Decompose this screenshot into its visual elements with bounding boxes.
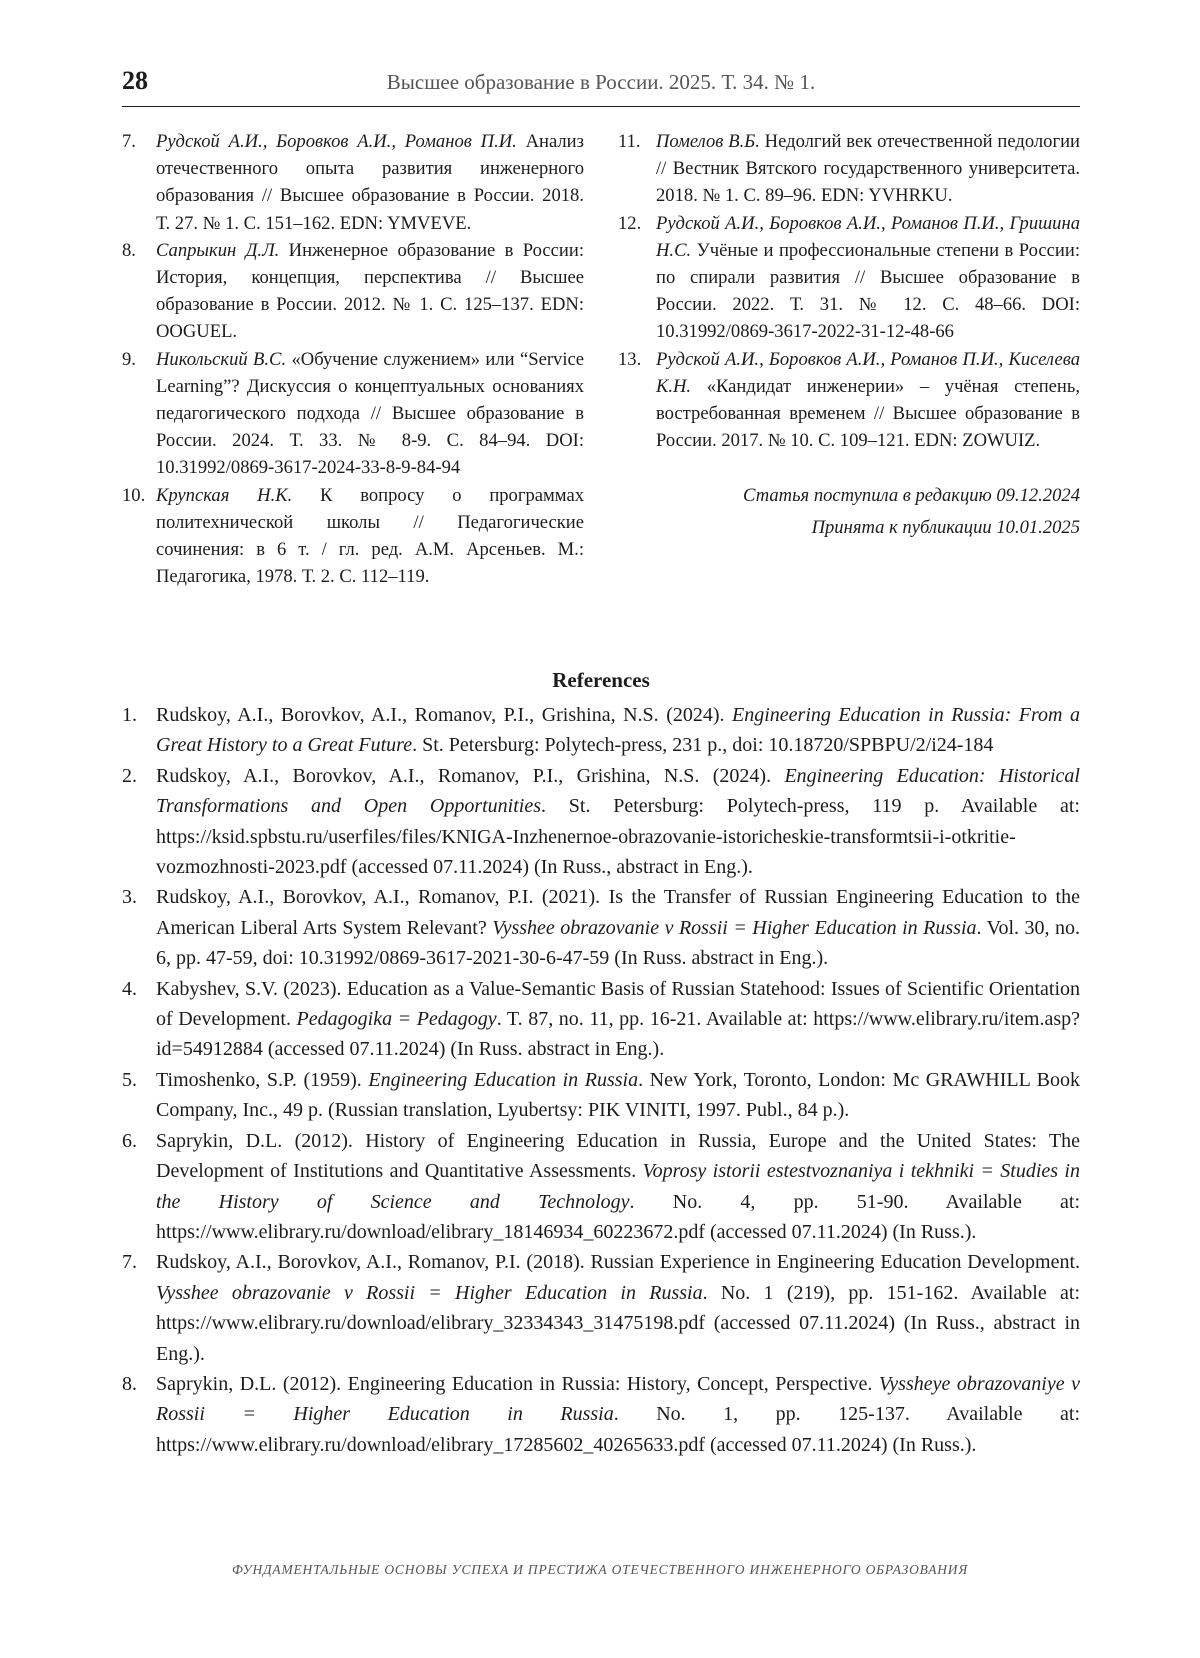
reference-number: 4. [122, 977, 137, 1000]
reference-text: Timoshenko, S.P. (1959). [156, 1068, 369, 1091]
reference-item [122, 482, 584, 591]
reference-italic-text: Vysshee obrazovanie v Rossii = Higher Education in Russia [492, 916, 977, 939]
reference-italic-text: Vyssheye obrazovaniye v Rossii = Higher Education in Russia [156, 1372, 1080, 1426]
reference-item [618, 128, 1080, 210]
reference-number: 7. [122, 1251, 137, 1274]
reference-number: 3. [122, 886, 137, 909]
reference-item [122, 128, 584, 237]
reference-italic-text: Сапрыкин Д.Л. [156, 239, 280, 261]
reference-item [618, 210, 1080, 346]
reference-number: 9. [122, 348, 136, 370]
reference-text: Saprykin, D.L. (2012). Engineering Education in Russia: History, Concept, Perspective. [156, 1372, 879, 1395]
references-heading: References [552, 668, 650, 692]
reference-text: . New York, Toronto, London: Mc GRAWHILL Book Company, Inc., 49 p. (Russian translation, Lyubertsy: PIK VINITI, 1997. Publ., 84 p.). [156, 1068, 1080, 1122]
reference-italic-text: Никольский В.С. [156, 348, 287, 370]
reference-text: Rudskoy, A.I., Borovkov, A.I., Romanov, P.I., Grishina, N.S. (2024). [156, 704, 733, 726]
reference-item [122, 700, 1080, 761]
reference-number: 11. [618, 131, 641, 152]
reference-number: 6. [122, 1129, 137, 1152]
reference-text: Saprykin, D.L. (2012). History of Engineering Education in Russia, Europe and the United States: The Development of Institutions and Quantitative Assessments. [156, 1129, 1080, 1183]
reference-text: Инженерное образование в России: История, концепция, перспектива // Высшее образование в России. 2012. № 1. С. 125–137. EDN: OOGUEL. [156, 239, 584, 343]
reference-number: 12. [618, 212, 642, 234]
reference-number: 10. [122, 484, 146, 506]
reference-number: 8. [122, 239, 136, 261]
english-references [122, 700, 1080, 1460]
reference-italic-text: Voprosy istorii estestvoznaniya i tekhniki = Studies in the History of Science and Technology [156, 1160, 1080, 1213]
reference-text: . No. 4, pp. 51-90. Available at: https://www.elibrary.ru/download/elibrary_18146934_60223672.pdf (accessed 07.11.2024) (In Russ.). [156, 1190, 1081, 1243]
reference-text: Kabyshev, S.V. (2023). Education as a Value-Semantic Basis of Russian Statehood: Issues of Scientific Orientation of Development. [156, 977, 1080, 1031]
reference-italic-text: Рудской А.И., Боровков А.И., Романов П.И. [156, 131, 517, 152]
right-column [618, 128, 1080, 544]
reference-item [122, 346, 584, 482]
reference-text: Rudskoy, A.I., Borovkov, A.I., Romanov, P.I. (2018). Russian Experience in Engineering Education Development. [156, 1251, 1080, 1274]
reference-text: . St. Petersburg: Polytech-press, 231 p., doi: 10.18720/SPBPU/2/i24-184 [412, 734, 994, 757]
reference-italic-text: Vysshee obrazovanie v Rossii = Higher Education in Russia [156, 1281, 703, 1304]
reference-text: Недолгий век отечественной педологии // Вестник Вятского государственного университета. 2018. № 1. С. 89–96. EDN: YVHRKU. [656, 131, 1080, 207]
reference-text: . Vol. 30, no. 6, pp. 47-59, doi: 10.31992/0869-3617-2021-30-6-47-59 (In Russ. abstract in Eng.). [156, 916, 1080, 970]
reference-text: «Обучение служением» или “Service Learning”? Дискуссия о концептуальных основаниях педагогического подхода // Высшее образование в России. 2024. Т. 33. № 8-9. С. 84–94. DOI: 10.31992/0869-3617-2024-33-8-9-84-94 [156, 348, 585, 479]
reference-item [122, 1369, 1080, 1460]
reference-italic-text: Pedagogika = Pedagogy [296, 1008, 497, 1031]
reference-italic-text: Помелов В.Б. [656, 131, 760, 152]
reference-italic-text: Engineering Education in Russia [368, 1068, 639, 1091]
reference-number: 8. [122, 1372, 137, 1395]
reference-text: Rudskoy, A.I., Borovkov, A.I., Romanov, P.I. (2021). Is the Transfer of Russian Engineering Education to the American Liberal Arts System Relevant? [156, 886, 1080, 939]
reference-number: 2. [122, 764, 137, 787]
received-date: Статья поступила в редакцию 09.12.2024 [743, 485, 1080, 507]
reference-text: Анализ отечественного опыта развития инженерного образования // Высшее образование в России. 2018. Т. 27. № 1. С. 151–162. EDN: YMVEVE. [156, 131, 584, 234]
reference-text: . No. 1, pp. 125-137. Available at: https://www.elibrary.ru/download/elibrary_17285602_40265633.pdf (accessed 07.11.2024) (In Russ.). [156, 1403, 1081, 1456]
reference-text: «Кандидат инженерии» – учёная степень, востребованная временем // Высшее образование в России. 2017. № 10. С. 109–121. EDN: ZOWUIZ. [656, 375, 1080, 452]
english-references-list [122, 700, 1080, 1460]
left-column [122, 128, 584, 590]
reference-item [122, 1247, 1080, 1369]
reference-italic-text: Engineering Education: Historical Transformations and Open Opportunities [156, 764, 1080, 818]
reference-text: Rudskoy, A.I., Borovkov, A.I., Romanov, P.I., Grishina, N.S. (2024). [156, 764, 785, 787]
reference-italic-text: Крупская Н.К. [156, 484, 293, 506]
reference-text: . St. Petersburg: Polytech-press, 119 p. Available at: https://ksid.spbstu.ru/userfiles/files/KNIGA-Inzhenernoe-obrazovanie-istoricheskie-transformtsii-i-otkritie-vozmozhnosti-2023.pdf (accessed 07.11.2024) (In Russ., abstract in Eng.). [156, 795, 1080, 879]
reference-italic-text: Рудской А.И., Боровков А.И., Романов П.И., Гришина Н.С. [656, 212, 1080, 261]
reference-number: 1. [122, 704, 137, 726]
reference-italic-text: Engineering Education in Russia: From a Great History to a Great Future [156, 704, 1080, 757]
accepted-date: Принята к публикации 10.01.2025 [811, 517, 1080, 539]
reference-italic-text: Рудской А.И., Боровков А.И., Романов П.И., Киселева К.Н. [656, 348, 1080, 397]
russian-references-left [122, 128, 584, 590]
russian-references-right [618, 128, 1080, 454]
reference-number: 7. [122, 131, 136, 152]
running-footer: ФУНДАМЕНТАЛЬНЫЕ ОСНОВЫ УСПЕХА И ПРЕСТИЖА ОТЕЧЕСТВЕННОГО ИНЖЕНЕРНОГО ОБРАЗОВАНИЯ [231, 1562, 969, 1577]
journal-title: Высшее образование в России. 2025. Т. 34. № 1. [386, 70, 816, 94]
reference-item [122, 1126, 1080, 1248]
reference-text: . T. 87, no. 11, pp. 16-21. Available at: https://www.elibrary.ru/item.asp?id=54912884 (accessed 07.11.2024) (In Russ. abstract in Eng.). [156, 1008, 1081, 1061]
reference-item [122, 882, 1080, 973]
reference-number: 13. [618, 348, 642, 370]
article-dates [618, 480, 1080, 544]
reference-item [122, 1065, 1080, 1126]
reference-item [122, 761, 1080, 883]
page-number: 28 [122, 66, 148, 95]
reference-number: 5. [122, 1068, 137, 1091]
reference-item [122, 974, 1080, 1065]
reference-item [122, 237, 584, 346]
reference-item [618, 346, 1080, 455]
reference-text: К вопросу о программах политехнической школы // Педагогические сочинения: в 6 т. / гл. ред. А.М. Арсеньев. М.: Педагогика, 1978. Т. 2. С. 112–119. [156, 484, 584, 588]
reference-text: Учёные и профессиональные степени в России: по спирали развития // Высшее образование в России. 2022. Т. 31. № 12. С. 48–66. DOI: 10.31992/0869-3617-2022-31-12-48-66 [656, 239, 1080, 343]
reference-text: . No. 1 (219), pp. 151-162. Available at: https://www.elibrary.ru/download/elibrary_32334343_31475198.pdf (accessed 07.11.2024) (In Russ., abstract in Eng.). [156, 1281, 1080, 1365]
page-header [122, 62, 1080, 107]
